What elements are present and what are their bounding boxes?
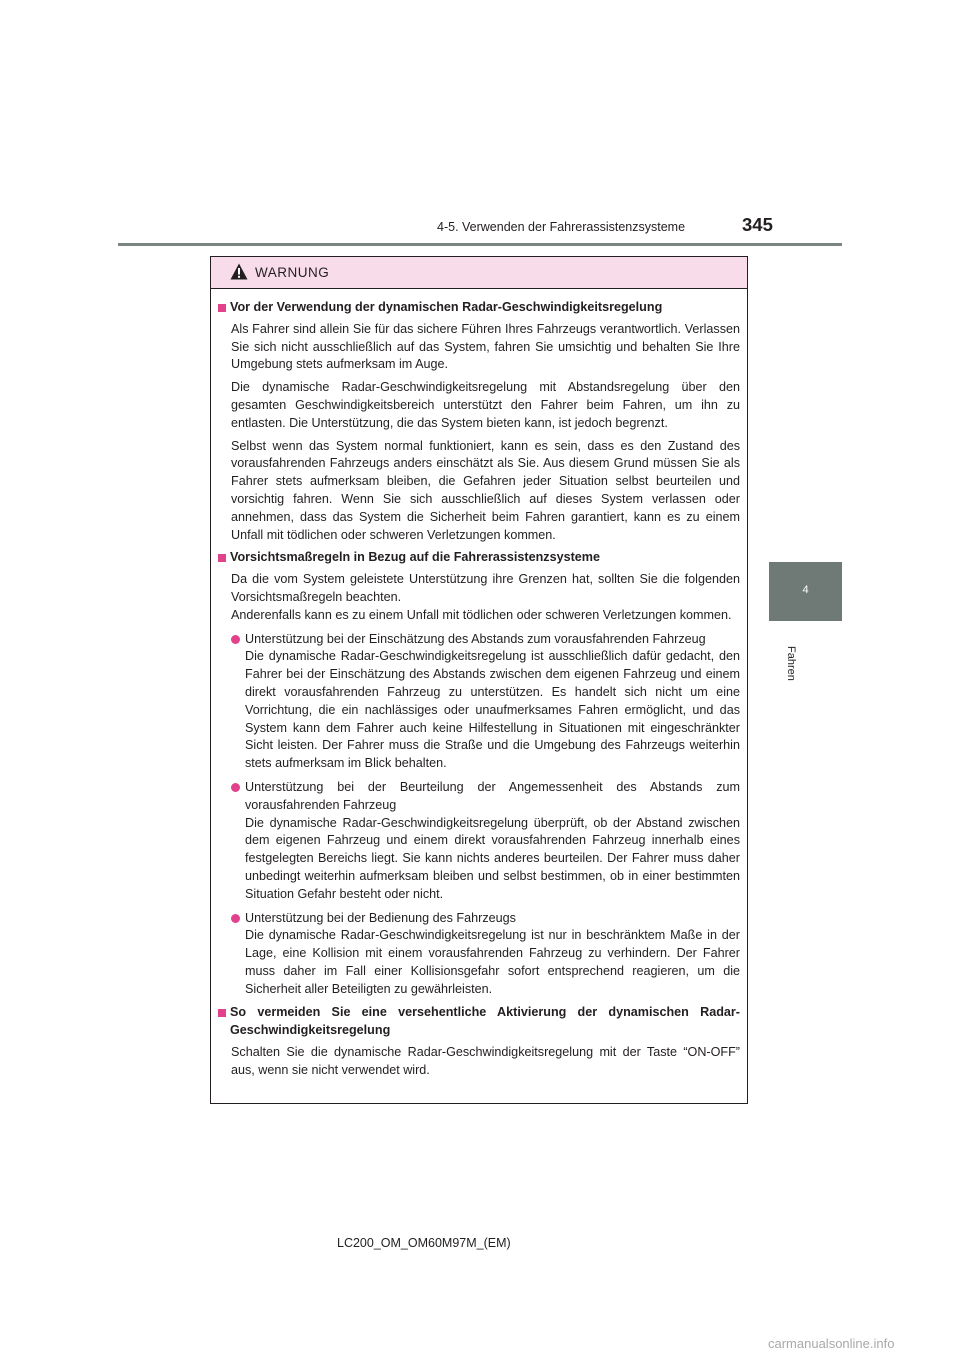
list-item [231, 631, 740, 773]
list-item-title: Unterstützung bei der Bedienung des Fahrzeugs [245, 910, 516, 925]
warning-header [211, 257, 747, 289]
list-item-text: Die dynamische Radar-Geschwindigkeitsregelung ist ausschließlich dafür gedacht, den Fahrer bei der Einschätzung des Abstands zwischen dem eigenen Fahrzeug und einem direkt vorausfahrenden Fahrzeug zu unterstützen. Es handelt sich nicht um eine Vorrichtung, die ein nachlässiges oder unaufmerksames Fahren ermöglicht, und das System kann dem Fahrer auch keine Hilfestellung in Situationen mit eingeschränkter Sicht leisten. Der Fahrer muss die Straße und die Umgebung des Fahrzeugs weiterhin stets aufmerksam im Blick behalten. [245, 649, 740, 771]
round-bullet-icon [231, 914, 240, 923]
warning-body [211, 289, 747, 1080]
section-heading [218, 1004, 740, 1040]
warning-triangle-icon [230, 263, 248, 280]
list-item-text: Die dynamische Radar-Geschwindigkeitsregelung ist nur in beschränktem Maße in der Lage, eine Kollision mit einem vorausfahrenden Fahrzeug zu verhindern. Der Fahrer muss daher im Fall einer Kollisionsgefahr sofort entsprechend reagieren, um die Sicherheit aller Beteiligten zu gewährleisten. [245, 928, 740, 996]
section-heading-text: Vorsichtsmaßregeln in Bezug auf die Fahrerassistenzsysteme [230, 550, 601, 565]
section-heading [218, 549, 740, 567]
list-item [231, 779, 740, 904]
list-item-content [245, 779, 740, 904]
watermark[interactable]: carmanualsonline.info [768, 1336, 895, 1351]
section-heading [218, 299, 740, 317]
square-bullet-icon [218, 1009, 226, 1017]
square-bullet-icon [218, 554, 226, 562]
chapter-name: Fahren [785, 646, 797, 681]
header-rule [118, 243, 842, 246]
list-item-title: Unterstützung bei der Beurteilung der Angemessenheit des Abstands zum vorausfahrenden Fahrzeug [245, 779, 740, 812]
chapter-tab[interactable] [769, 562, 842, 621]
list-item-content [245, 631, 740, 773]
square-bullet-icon [218, 304, 226, 312]
warning-box [210, 256, 748, 1104]
list-item-title: Unterstützung bei der Einschätzung des Abstands zum vorausfahrenden Fahrzeug [245, 631, 706, 646]
section-header: 4-5. Verwenden der Fahrerassistenzsysteme [437, 220, 686, 234]
list-item-content [245, 910, 740, 999]
intro-line: Da die vom System geleistete Unterstützung ihre Grenzen hat, sollten Sie die folgenden Vorsichtsmaßregeln beachten. [231, 572, 740, 604]
round-bullet-icon [231, 635, 240, 644]
list-item [231, 910, 740, 999]
section-heading-text: Vor der Verwendung der dynamischen Radar-Geschwindigkeitsregelung [230, 300, 663, 314]
paragraph: Schalten Sie die dynamische Radar-Geschwindigkeitsregelung mit der Taste “ON-OFF” aus, wenn sie nicht verwendet wird. [231, 1045, 740, 1077]
paragraph: Die dynamische Radar-Geschwindigkeitsregelung mit Abstandsregelung über den gesamten Geschwindigkeitsbereich unterstützt den Fahrer beim Fahren, um ihn zu entlasten. Die Unterstützung, die das System bieten kann, ist jedoch begrenzt. [231, 380, 740, 430]
intro-block [231, 571, 740, 624]
round-bullet-icon [231, 783, 240, 792]
paragraph: Selbst wenn das System normal funktioniert, kann es sein, dass es den Zustand des vorausfahrenden Fahrzeugs anders einschätzt als Sie. Aus diesem Grund müssen Sie als Fahrer stets aufmerksam bleiben, die Gefahren jeder Situation selbst beurteilen und vorsichtig fahren. Wenn Sie sich ausschließlich auf dieses System verlassen oder annehmen, dass das System die Sicherheit beim Fahren garantiert, kann es zu einem Unfall mit tödlichen oder schweren Verletzungen kommen. [231, 438, 740, 542]
document-code: LC200_OM_OM60M97M_(EM) [337, 1236, 511, 1250]
chapter-number: 4 [802, 584, 809, 596]
page-number: 345 [742, 214, 773, 235]
list-item-text: Die dynamische Radar-Geschwindigkeitsregelung überprüft, ob der Abstand zwischen dem eigenen Fahrzeug und einem direkt vorausfahrenden Fahrzeug innerhalb eines festgelegten Bereichs liegt. Sie kann nichts anderes beurteilen. Der Fahrer muss daher unbedingt weiterhin aufmerksam bleiben und selbst bestimmen, ob in einer bestimmten Situation Gefahr besteht oder nicht. [245, 815, 740, 901]
intro-line: Anderenfalls kann es zu einem Unfall mit tödlichen oder schweren Verletzungen kommen. [231, 607, 732, 622]
warning-title: WARNUNG [255, 265, 330, 280]
section-heading-text: So vermeiden Sie eine versehentliche Aktivierung der dynamischen Radar-Geschwindigkeitsregelung [230, 1005, 740, 1038]
paragraph: Als Fahrer sind allein Sie für das sichere Führen Ihres Fahrzeugs verantwortlich. Verlassen Sie sich nicht ausschließlich auf das System, fahren Sie umsichtig und behalten Sie Ihre Umgebung stets aufmerksam im Auge. [231, 321, 740, 372]
